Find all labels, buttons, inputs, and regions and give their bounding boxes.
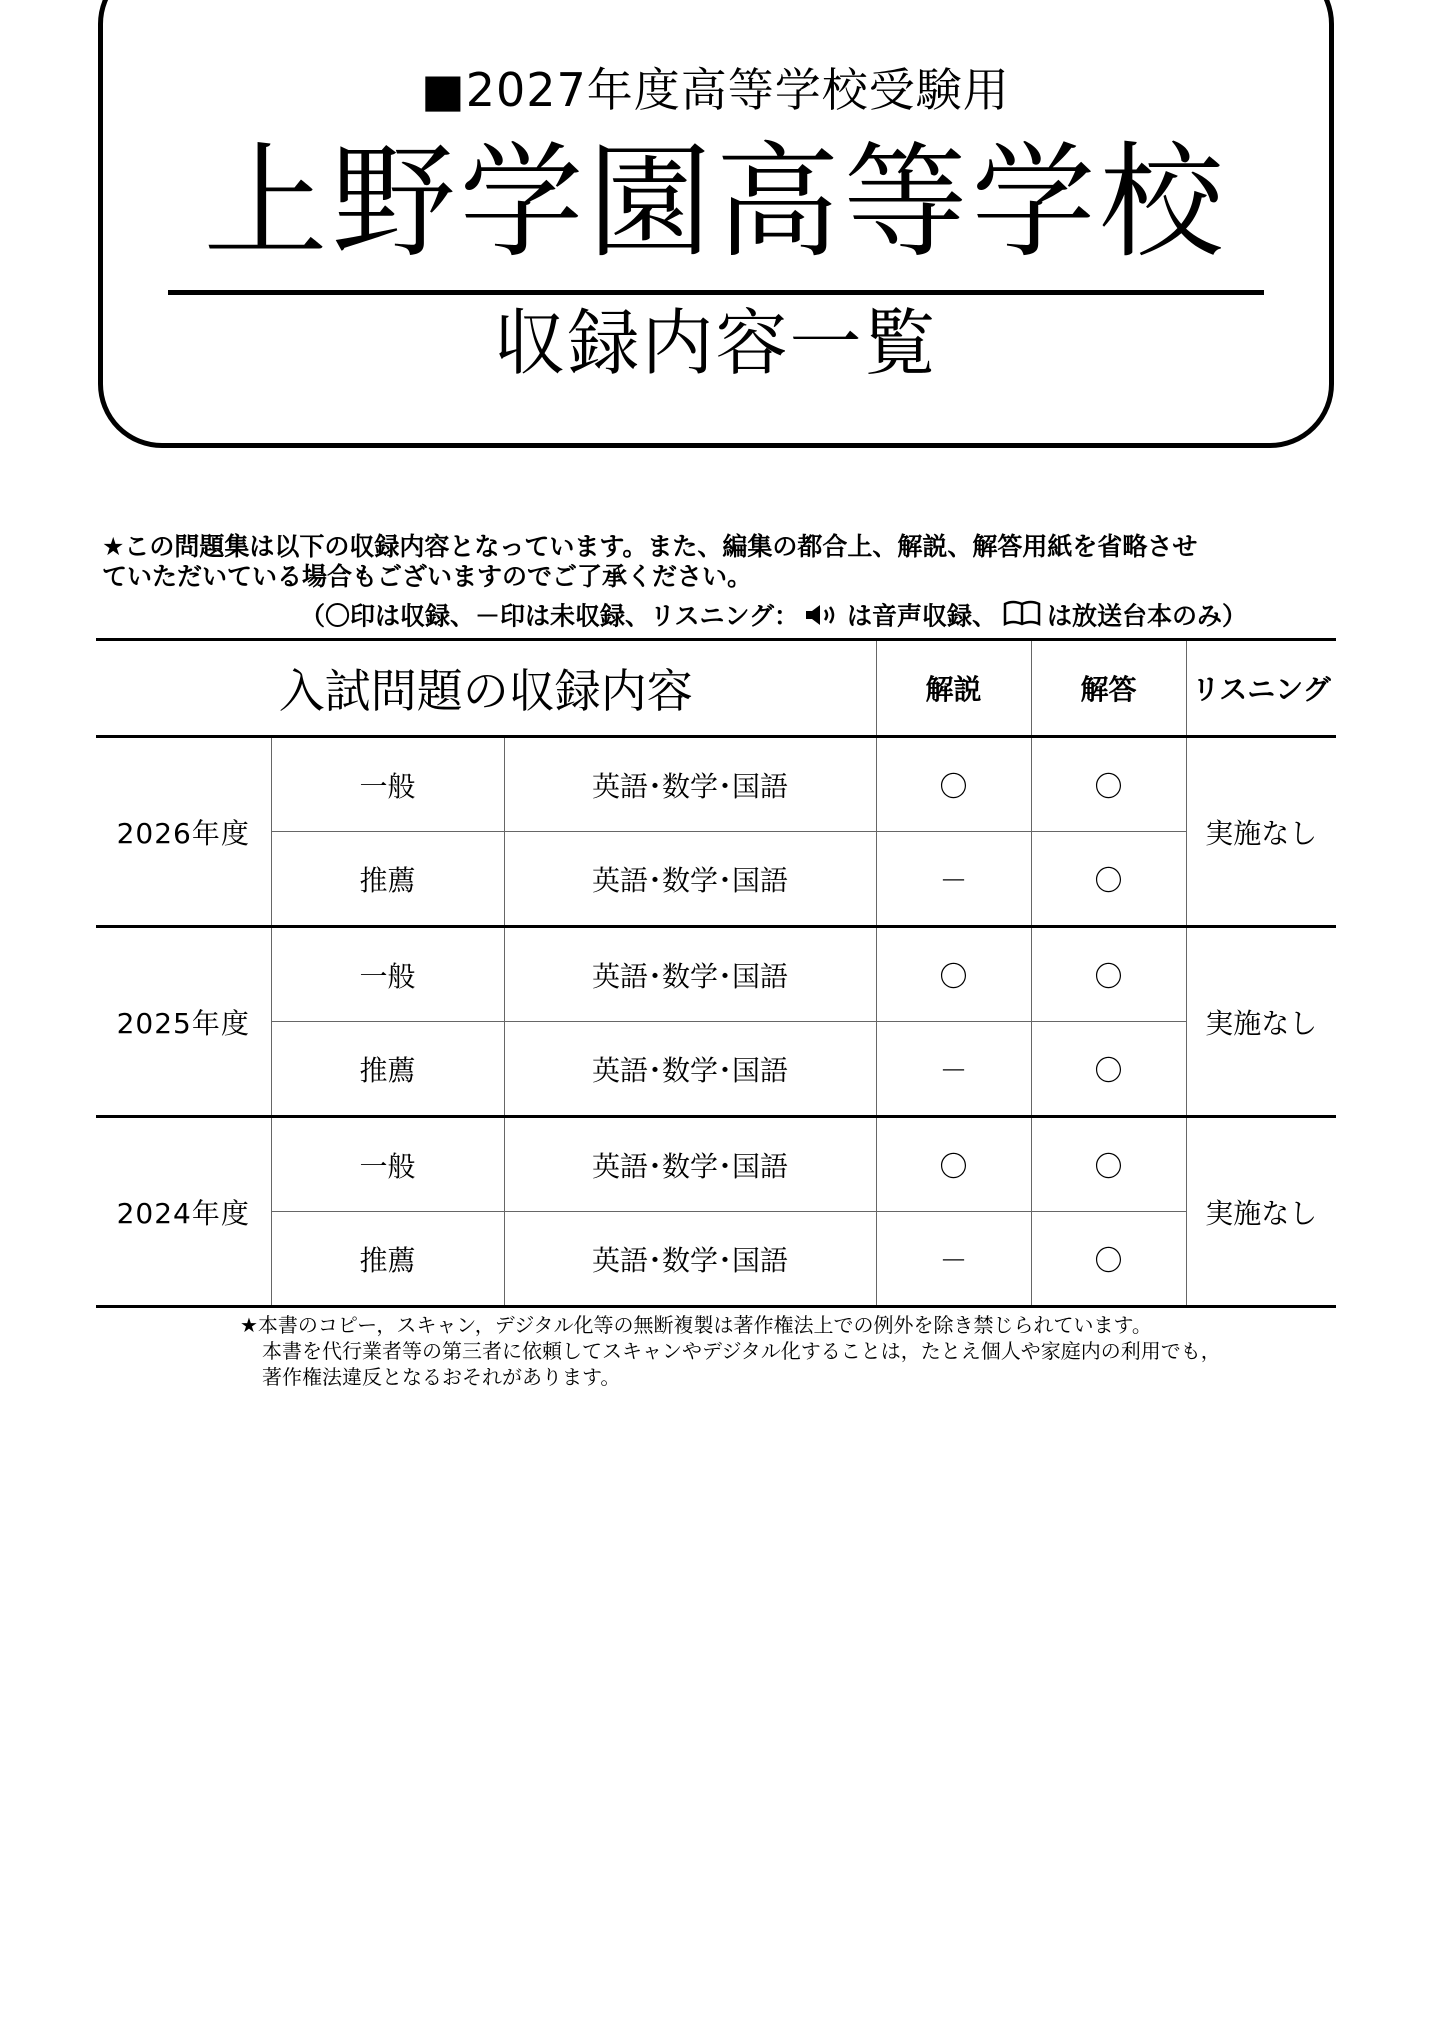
year-cell: 2026年度 — [96, 737, 271, 927]
exam-type-cell: 推薦 — [271, 1212, 504, 1307]
answer-cell: 〇 — [1031, 1022, 1186, 1117]
subjects-cell: 英語･数学･国語 — [504, 1117, 876, 1212]
exam-type-cell: 推薦 — [271, 1022, 504, 1117]
answer-cell: 〇 — [1031, 832, 1186, 927]
header-subtitle: ■2027年度高等学校受験用 — [421, 63, 1010, 117]
exam-type-cell: 推薦 — [271, 832, 504, 927]
header-caption: 収録内容一覧 — [493, 301, 938, 385]
answer-cell: 〇 — [1031, 1117, 1186, 1212]
header-answer: 解答 — [1031, 640, 1186, 737]
header-contents: 入試問題の収録内容 — [96, 640, 876, 737]
year-cell: 2024年度 — [96, 1117, 271, 1307]
book-icon — [1003, 600, 1041, 635]
listening-cell: 実施なし — [1186, 927, 1336, 1117]
notice-text — [102, 532, 1342, 592]
listening-cell: 実施なし — [1186, 1117, 1336, 1307]
table-row — [96, 1022, 1336, 1117]
commentary-cell: 〇 — [876, 927, 1031, 1022]
contents-table — [96, 638, 1336, 1308]
commentary-cell: 〇 — [876, 1117, 1031, 1212]
copyright-line-1: ★本書のコピー，スキャン，デジタル化等の無断複製は著作権法上での例外を除き禁じられています。 — [240, 1313, 1152, 1337]
commentary-cell: － — [876, 832, 1031, 927]
school-name-title: 上野学園高等学校 — [203, 131, 1228, 275]
answer-cell: 〇 — [1031, 1212, 1186, 1307]
subjects-cell: 英語･数学･国語 — [504, 927, 876, 1022]
subjects-cell: 英語･数学･国語 — [504, 737, 876, 832]
exam-type-cell: 一般 — [271, 737, 504, 832]
table-row — [96, 927, 1336, 1022]
commentary-cell: － — [876, 1022, 1031, 1117]
subjects-cell: 英語･数学･国語 — [504, 1212, 876, 1307]
speaker-icon — [805, 603, 841, 633]
notice-line-1: ★この問題集は以下の収録内容となっています。また、編集の都合上、解説、解答用紙を省略させ — [102, 532, 1198, 561]
copyright-line-2: 本書を代行業者等の第三者に依頼してスキャンやデジタル化することは，たとえ個人や家庭内の利用でも， — [262, 1339, 1221, 1363]
commentary-cell: － — [876, 1212, 1031, 1307]
legend-prefix: （〇印は収録、－印は未収録、リスニング： — [300, 601, 800, 631]
answer-cell: 〇 — [1031, 927, 1186, 1022]
table-row — [96, 832, 1336, 927]
table-header-row — [96, 640, 1336, 737]
answer-cell: 〇 — [1031, 737, 1186, 832]
exam-type-cell: 一般 — [271, 1117, 504, 1212]
table-row — [96, 737, 1336, 832]
header-listening: リスニング — [1186, 640, 1336, 737]
subjects-cell: 英語･数学･国語 — [504, 832, 876, 927]
header-commentary: 解説 — [876, 640, 1031, 737]
commentary-cell: 〇 — [876, 737, 1031, 832]
notice-line-2: ていただいている場合もございますのでご了承ください。 — [102, 562, 753, 591]
subjects-cell: 英語･数学･国語 — [504, 1022, 876, 1117]
table-row — [96, 1117, 1336, 1212]
exam-type-cell: 一般 — [271, 927, 504, 1022]
listening-cell: 実施なし — [1186, 737, 1336, 927]
title-underline — [168, 290, 1264, 295]
legend-audio-text: は音声収録、 — [847, 601, 998, 631]
copyright-line-3: 著作権法違反となるおそれがあります。 — [262, 1365, 621, 1389]
year-cell: 2025年度 — [96, 927, 271, 1117]
copyright-notice — [240, 1312, 1340, 1390]
legend-script-text: は放送台本のみ） — [1047, 601, 1248, 631]
table-row — [96, 1212, 1336, 1307]
notice-legend — [300, 600, 1340, 635]
